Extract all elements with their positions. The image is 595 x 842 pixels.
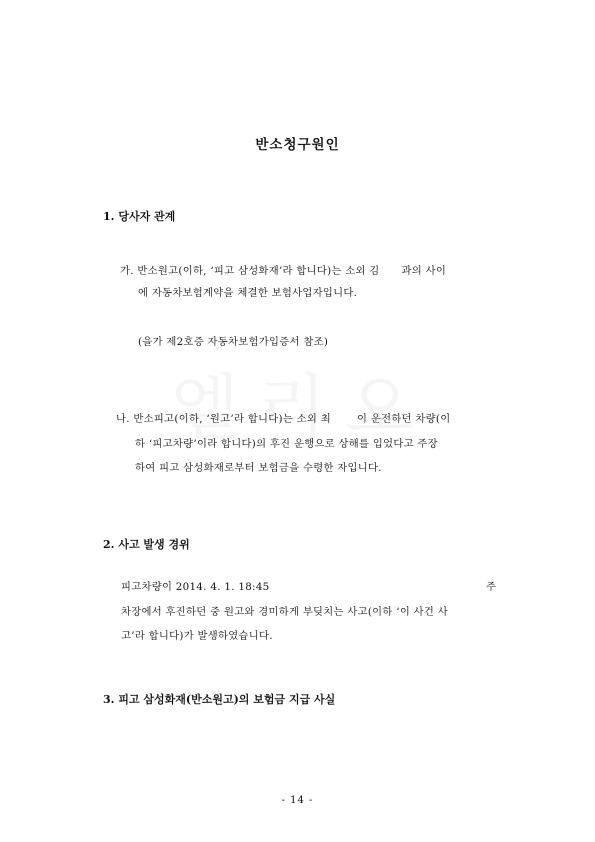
section-1-item-a-note: (을가 제2호증 자동차보험가입증서 참조) xyxy=(138,336,329,348)
section-2-heading: 2. 사고 발생 경위 xyxy=(103,538,190,551)
section-2-line-2: 차장에서 후진하던 중 원고와 경미하게 부딪치는 사고(이하 ‘이 사건 사 xyxy=(121,606,448,618)
section-2-line-1-part-2: 주 xyxy=(486,581,497,593)
section-1-item-b-line-2: 하 ‘피고차량’이라 합니다)의 후진 운행으로 상해를 입었다고 주장 xyxy=(135,438,438,450)
section-2-line-1-part-1: 피고차량이 2014. 4. 1. 18:45 xyxy=(121,581,270,593)
section-1-item-b-line-3: 하여 피고 삼성화재로부터 보험금을 수령한 자입니다. xyxy=(135,462,382,474)
section-1-item-a-line-1 xyxy=(120,262,446,277)
section-2-line-3: 고’라 합니다)가 발생하였습니다. xyxy=(121,630,273,642)
section-1-item-b-line-1 xyxy=(116,410,450,425)
section-1-item-a-line-2: 에 자동차보험계약을 체결한 보험사업자입니다. xyxy=(138,287,358,299)
section-1-item-b-line-1-part-2: 이 운전하던 차량(이 xyxy=(357,413,451,425)
section-1-item-a-line-1-part-1: 가. 반소원고(이하, ‘피고 삼성화재’라 합니다)는 소외 김 xyxy=(120,265,380,277)
redaction-mark xyxy=(331,414,357,424)
section-1-item-a-line-1-part-2: 과의 사이 xyxy=(401,265,447,277)
section-1-item-b-line-1-part-1: 나. 반소피고(이하, ‘원고’라 합니다)는 소외 최 xyxy=(116,413,331,425)
document-title: 반소청구원인 xyxy=(255,137,340,153)
redaction-mark xyxy=(380,266,402,276)
page-number: - 14 - xyxy=(281,795,314,806)
section-3-heading: 3. 피고 삼성화재(반소원고)의 보험금 지급 사실 xyxy=(103,693,336,706)
section-1-heading: 1. 당사자 관계 xyxy=(103,210,176,223)
